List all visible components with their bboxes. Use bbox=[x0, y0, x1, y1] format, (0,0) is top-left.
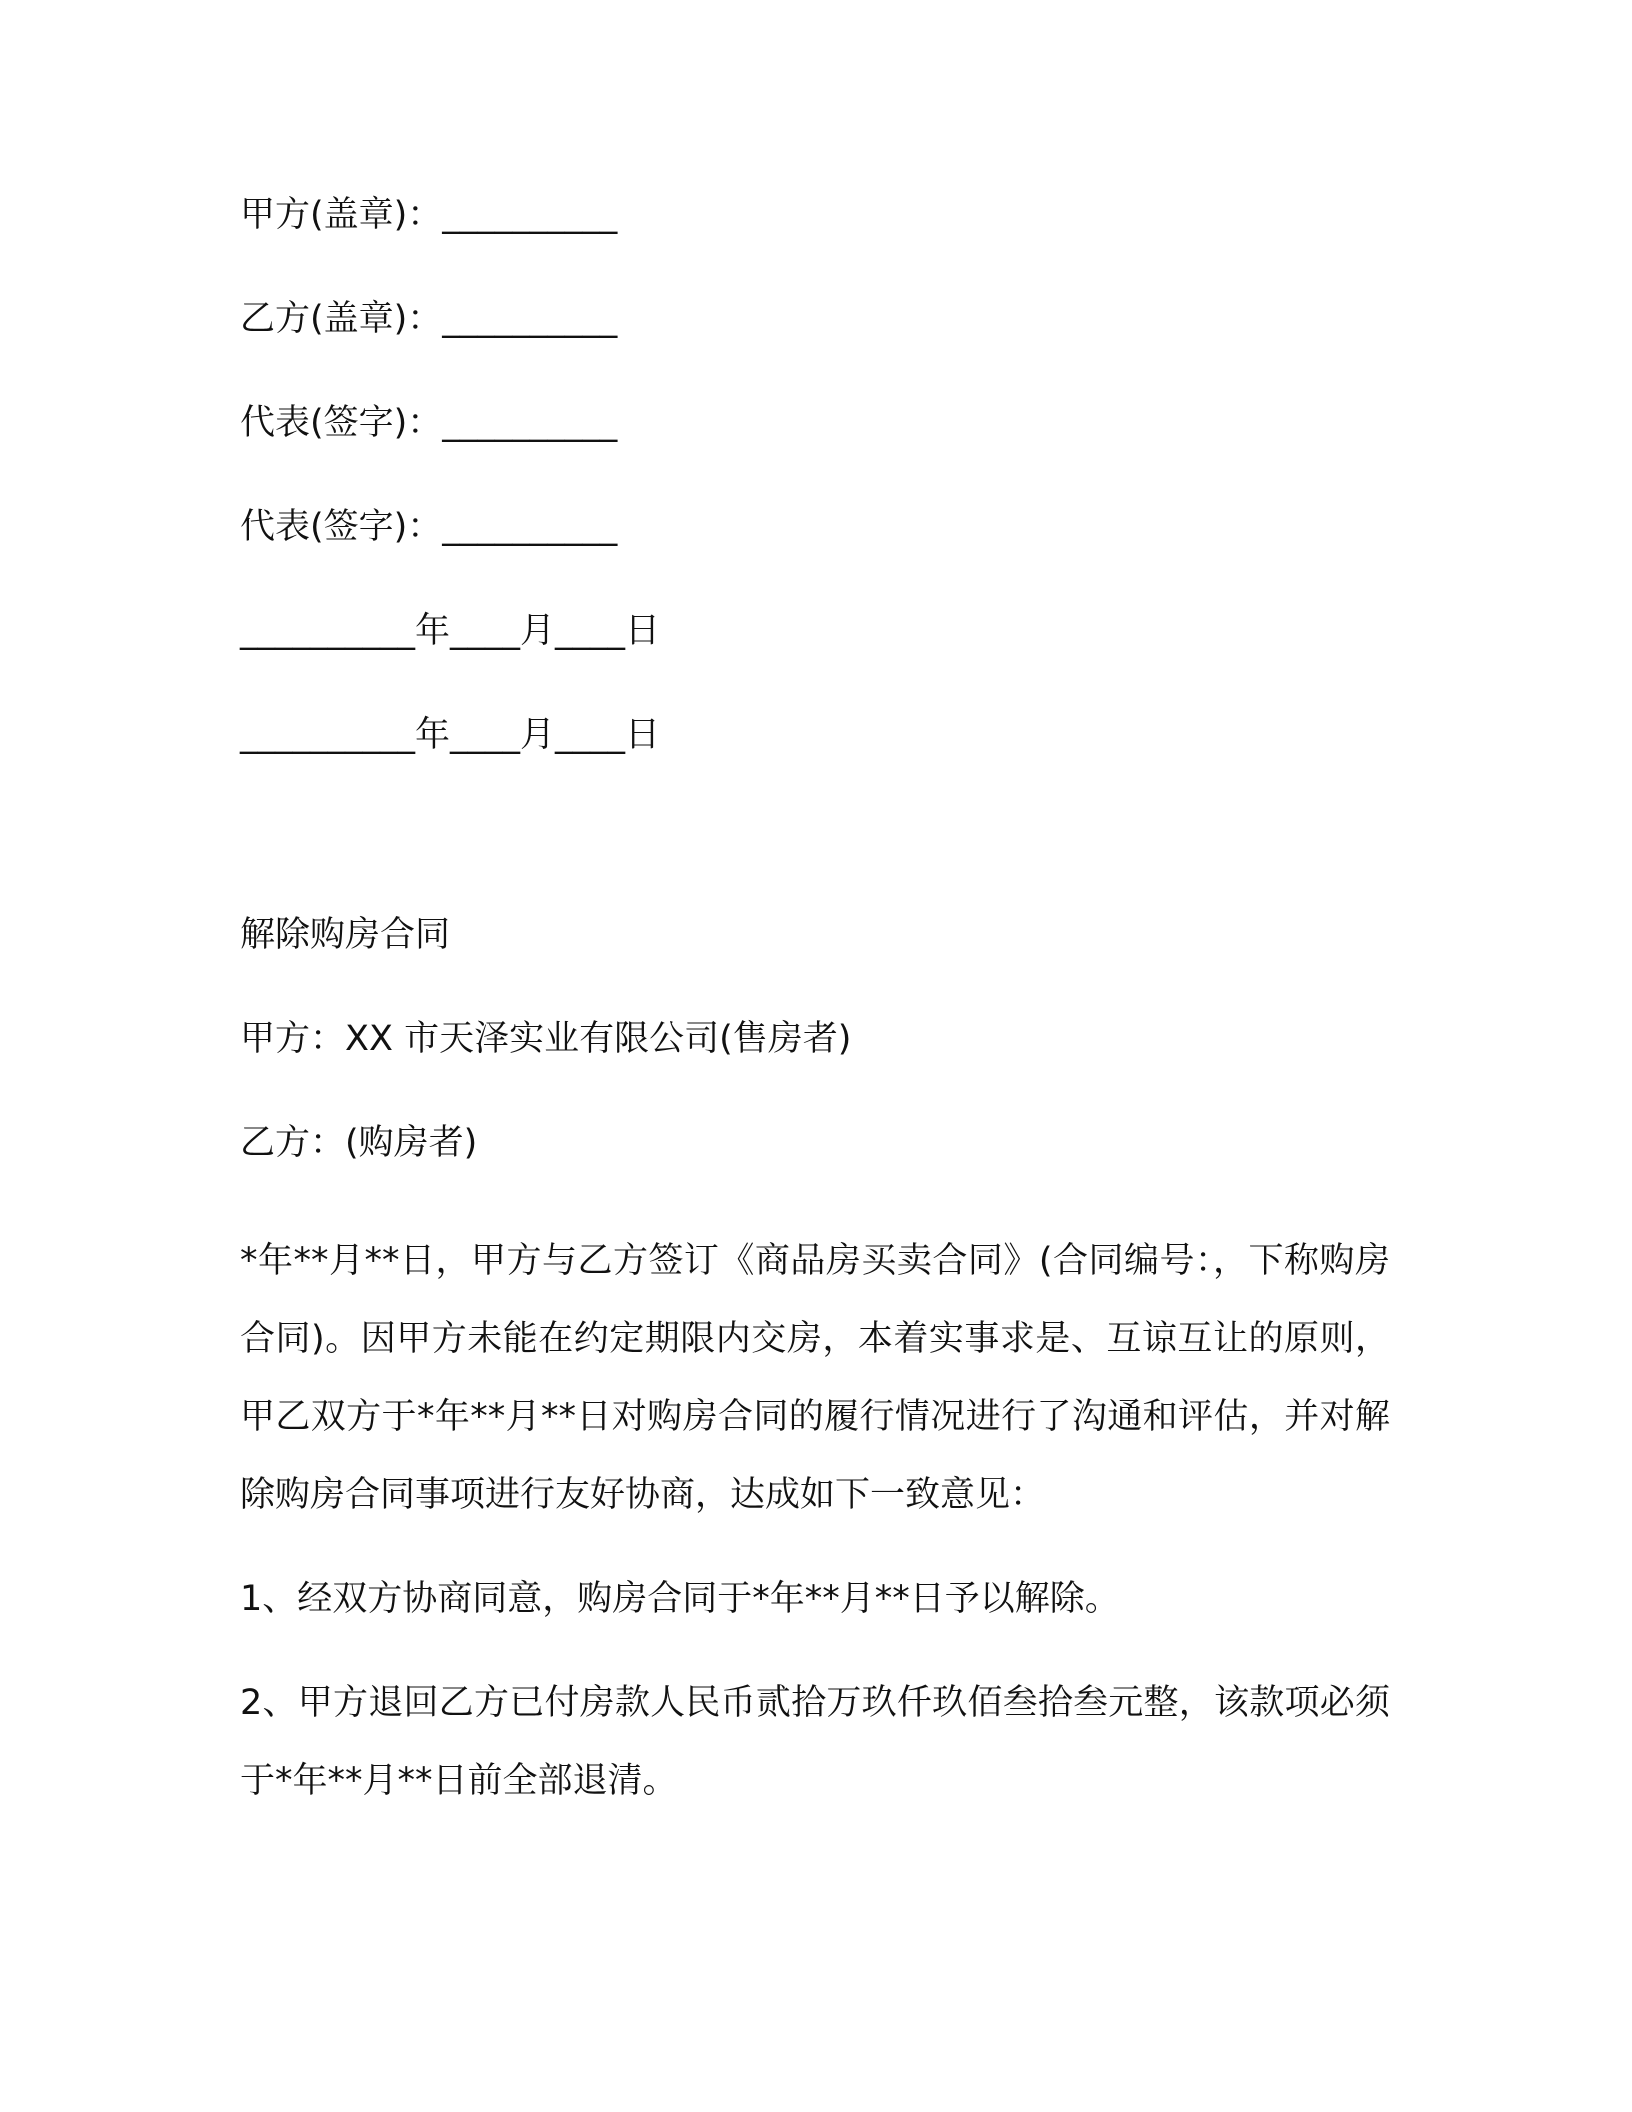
document-content bbox=[240, 190, 1390, 1846]
date-line: __________年____月____日 bbox=[240, 611, 661, 651]
party-a-seal-line: 甲方(盖章)：__________ bbox=[240, 195, 618, 235]
party-b-line: 乙方：(购房者) bbox=[240, 1123, 478, 1163]
party-b-seal-line: 乙方(盖章)：__________ bbox=[240, 299, 618, 339]
representative-signature-line: 代表(签字)：__________ bbox=[240, 403, 618, 443]
document-title: 解除购房合同 bbox=[240, 915, 451, 955]
intro-paragraph: *年**月**日，甲方与乙方签订《商品房买卖合同》(合同编号：，下称购房合同)。因甲方未能在约定期限内交房，本着实事求是、互谅互让的原则，甲乙双方于*年**月**日对购房合同的履行情况进行了沟通和评估，并对解除购房合同事项进行友好协商，达成如下一致意见： bbox=[240, 1241, 1390, 1515]
section-spacer bbox=[240, 760, 1390, 910]
clause-1-paragraph: 1、经双方协商同意，购房合同于*年**月**日予以解除。 bbox=[240, 1579, 1120, 1619]
representative-signature-line: 代表(签字)：__________ bbox=[240, 507, 618, 547]
clause-2-paragraph: 2、甲方退回乙方已付房款人民币贰拾万玖仟玖佰叁拾叁元整，该款项必须于*年**月**日前全部退清。 bbox=[240, 1683, 1390, 1801]
date-line: __________年____月____日 bbox=[240, 715, 661, 755]
party-a-line: 甲方：XX 市天泽实业有限公司(售房者) bbox=[240, 1019, 852, 1059]
signature-block bbox=[240, 190, 1390, 760]
